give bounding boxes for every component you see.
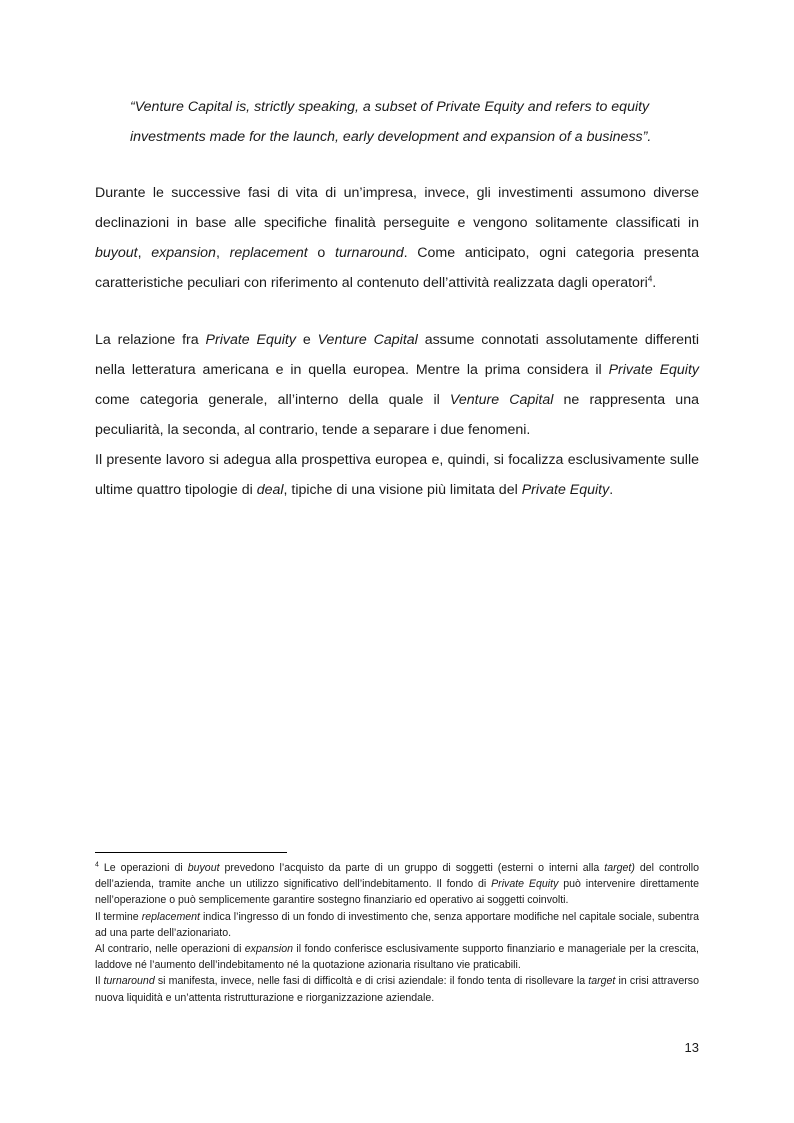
text-span: del controllo dell’azienda, tramite anche un utilizzo significativo dell’indebitamento. Il fondo di	[95, 862, 700, 891]
text-span: assume connotati assolutamente differenti nella letteratura americana e in quella europea. Mentre la prima considera il	[95, 332, 699, 378]
text-span: Il presente lavoro si adegua alla prospettiva europea e, quindi, si focalizza esclusivamente sulle ultime quattro tipologie di	[95, 452, 699, 498]
text-span: prevedono l’acquisto da parte di un gruppo di soggetti (esterni o interni alla	[219, 862, 605, 874]
text-span: in crisi attraverso nuova liquidità e un’attenta ristrutturazione e riorganizzazione aziendale.	[95, 975, 699, 1004]
term-turnaround: turnaround	[103, 975, 155, 988]
text-span: come categoria generale, all’interno della quale il	[95, 392, 450, 408]
text-span: , tipiche di una visione più limitata del	[283, 482, 522, 498]
term-expansion: expansion	[244, 943, 294, 956]
footnote-number: 4	[95, 861, 99, 869]
text-span: Il termine	[95, 910, 142, 923]
text-span: può intervenire direttamente nell’operazione o può semplicemente garantire sostegno finanziario ed operativo ai soggetti coinvolti.	[95, 878, 699, 907]
text-span: .	[609, 482, 614, 498]
paragraph-work-scope	[95, 445, 699, 505]
text-span: .	[652, 275, 657, 291]
text-span: ne rappresenta una peculiarità, la seconda, al contrario, tende a separare i due fenomeni.	[95, 392, 699, 438]
paragraph-investment-phases	[95, 178, 699, 298]
page-number: 13	[684, 1040, 699, 1055]
term-private-equity: Private Equity	[205, 332, 296, 348]
footnote-paragraph-buyout	[95, 860, 699, 909]
term-replacement: replacement	[229, 245, 308, 261]
term-buyout: buyout	[95, 245, 138, 261]
text-span: e	[295, 332, 318, 348]
footnote-separator	[95, 852, 287, 853]
text-span: il fondo conferisce esclusivamente supporto finanziario e manageriale per la crescita, laddove né l’aumento dell’indebitamento né la quotazione azionaria risultano vie praticabili.	[95, 943, 699, 972]
text-span: Le operazioni di	[98, 862, 188, 874]
term-venture-capital: Venture Capital	[449, 392, 554, 408]
paragraph-pe-vc-relation	[95, 325, 699, 445]
term-turnaround: turnaround	[335, 245, 404, 261]
term-private-equity: Private Equity	[608, 362, 699, 378]
text-span: Durante le successive fasi di vita di un’impresa, invece, gli investimenti assumono diverse declinazioni in base alle specifiche finalità perseguite e vengono solitamente classificati in	[95, 185, 699, 231]
term-private-equity: Private Equity	[521, 482, 610, 498]
text-span: Al contrario, nelle operazioni di	[95, 943, 245, 956]
text-span: o	[307, 245, 335, 261]
text-span: La relazione fra	[95, 332, 206, 348]
footnote-paragraph-expansion	[95, 941, 699, 973]
text-span: . Come anticipato, ogni categoria presenta caratteristiche peculiari con riferimento al contenuto dell’attività realizzata dagli operatori	[95, 245, 700, 291]
footnote-paragraph-replacement	[95, 909, 699, 941]
term-target: target)	[604, 862, 635, 874]
text-span: Il	[95, 975, 104, 988]
block-quote: “Venture Capital is, strictly speaking, a subset of Private Equity and refers to equity investments made for the launch, early development and expansion of a business”.	[130, 99, 652, 145]
footnote-4	[95, 860, 699, 1006]
term-deal: deal	[256, 482, 284, 498]
term-expansion: expansion	[151, 245, 216, 261]
footnote-reference[interactable]: 4	[647, 274, 653, 284]
term-target: target	[588, 975, 616, 988]
term-buyout: buyout	[187, 862, 220, 874]
term-venture-capital: Venture Capital	[317, 332, 418, 348]
text-span: ,	[137, 245, 152, 261]
text-span: indica l’ingresso di un fondo di investimento che, senza apportare modifiche nel capitale sociale, subentra ad una parte dell’azionariato.	[95, 910, 699, 939]
text-span: si manifesta, invece, nelle fasi di difficoltà e di crisi aziendale: il fondo tenta di risollevare la	[154, 975, 589, 988]
footnote-paragraph-turnaround	[95, 973, 699, 1005]
term-private-equity: Private Equity	[491, 878, 559, 891]
term-replacement: replacement	[141, 910, 200, 923]
text-span: ,	[215, 245, 230, 261]
